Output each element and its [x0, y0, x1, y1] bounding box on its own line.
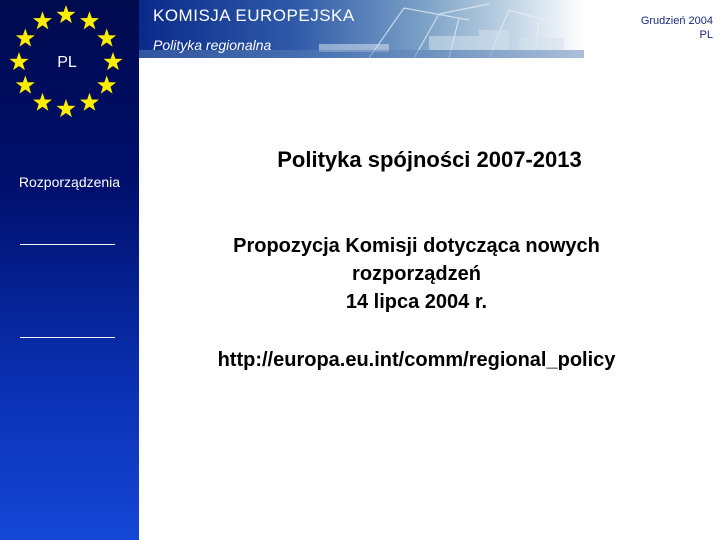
date-block	[593, 14, 713, 42]
star-icon	[9, 52, 28, 70]
section-title: Rozporządzenia	[18, 174, 121, 190]
flag-label: PL	[57, 54, 77, 71]
star-icon	[56, 5, 75, 23]
proposal-line: rozporządzeń	[352, 263, 481, 285]
star-icon	[97, 76, 116, 94]
star-icon	[33, 93, 52, 111]
divider-bottom	[20, 337, 115, 338]
date-language: PL	[699, 29, 713, 41]
star-icon	[97, 29, 116, 47]
star-icon	[80, 11, 99, 29]
star-icon	[16, 76, 35, 94]
website-url[interactable]: http://europa.eu.int/comm/regional_policy	[217, 349, 616, 371]
divider-top	[20, 244, 115, 245]
star-icon	[103, 52, 122, 70]
proposal-line: Propozycja Komisji dotycząca nowych	[233, 235, 600, 257]
star-icon	[33, 11, 52, 29]
organization-name: KOMISJA EUROPEJSKA	[153, 6, 355, 25]
proposal-text	[139, 232, 694, 316]
department-name: Polityka regionalna	[153, 37, 272, 53]
slide-title: Polityka spójności 2007-2013	[277, 147, 582, 172]
star-icon	[56, 99, 75, 117]
star-icon	[16, 29, 35, 47]
star-icon	[80, 93, 99, 111]
proposal-line: 14 lipca 2004 r.	[345, 291, 488, 313]
date-month: Grudzień 2004	[640, 15, 713, 27]
